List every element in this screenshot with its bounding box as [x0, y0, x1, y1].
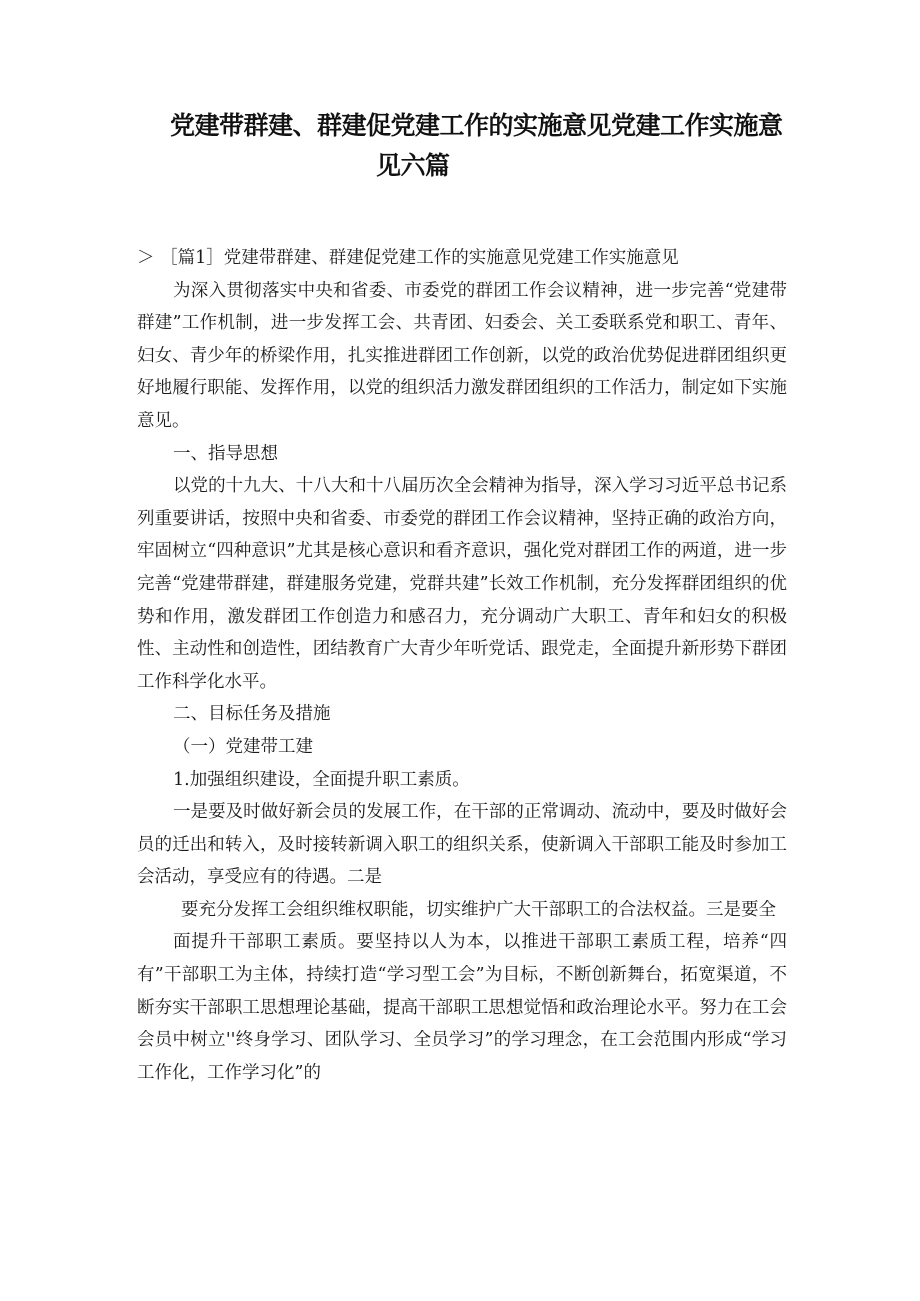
heading-subsection-1: （一）党建带工建 — [173, 736, 313, 757]
paragraph-guiding-thought: 以党的十九大、十八大和十八届历次全会精神为指导，深入学习习近平总书记系列重要讲话，按照中央和省委、市委党的群团工作会议精神，坚持正确的政治方向，牢固树立“四种意识”尤其是核心意识和看齐意识，强化党对群团工作的两道，进一步完善“党建带群建，群建服务党建，党群共建”长效工作机制，充分发挥群团组织的优势和作用，激发群团工作创造力和感召力，充分调动广大职工、青年和妇女的积极性、主动性和创造性，团结教育广大青少年听党话、跟党走，全面提升新形势下群团工作科学化水平。 — [137, 476, 787, 692]
section-marker: ＞ — [137, 248, 155, 268]
section-heading — [137, 242, 787, 275]
paragraph-item-1-b: 要充分发挥工会组织维权职能，切实维护广大干部职工的合法权益。三是要全 — [181, 899, 776, 920]
document-title — [170, 106, 810, 186]
paragraph-item-1-a: 一是要及时做好新会员的发展工作，在干部的正常调动、流动中，要及时做好会员的迁出和转入，及时接转新调入职工的组织关系，使新调入干部职工能及时参加工会活动，享受应有的待遇。二是 — [137, 802, 787, 888]
title-line-1: 党建带群建、群建促党建工作的实施意见党建工作实施意 — [170, 111, 783, 140]
heading-guiding-thought: 一、指导思想 — [173, 443, 278, 464]
title-line-2: 见六篇 — [376, 151, 450, 180]
document-body — [137, 242, 787, 1089]
paragraph-intro: 为深入贯彻落实中央和省委、市委党的群团工作会议精神，进一步完善“党建带群建”工作机制，进一步发挥工会、共青团、妇委会、关工委联系党和职工、青年、妇女、青少年的桥梁作用，扎实推进群团工作创新，以党的政治优势促进群团组织更好地履行职能、发挥作用，以党的组织活力激发群团组织的工作活力，制定如下实施意见。 — [137, 280, 787, 431]
section-heading-text: ［篇1］党建带群建、群建促党建工作的实施意见党建工作实施意见 — [160, 248, 679, 268]
heading-goals-measures: 二、目标任务及措施 — [173, 704, 331, 725]
paragraph-item-1-c: 面提升干部职工素质。要坚持以人为本，以推进干部职工素质工程，培养“四有”干部职工为主体，持续打造“学习型工会”为目标，不断创新舞台，拓宽渠道，不断夯实干部职工思想理论基础，提高干部职工思想觉悟和政治理论水平。努力在工会会员中树立''终身学习、团队学习、全员学习”的学习理念，在工会范围内形成“学习工作化，工作学习化”的 — [137, 932, 787, 1083]
heading-item-1: 1.加强组织建设，全面提升职工素质。 — [173, 769, 470, 790]
